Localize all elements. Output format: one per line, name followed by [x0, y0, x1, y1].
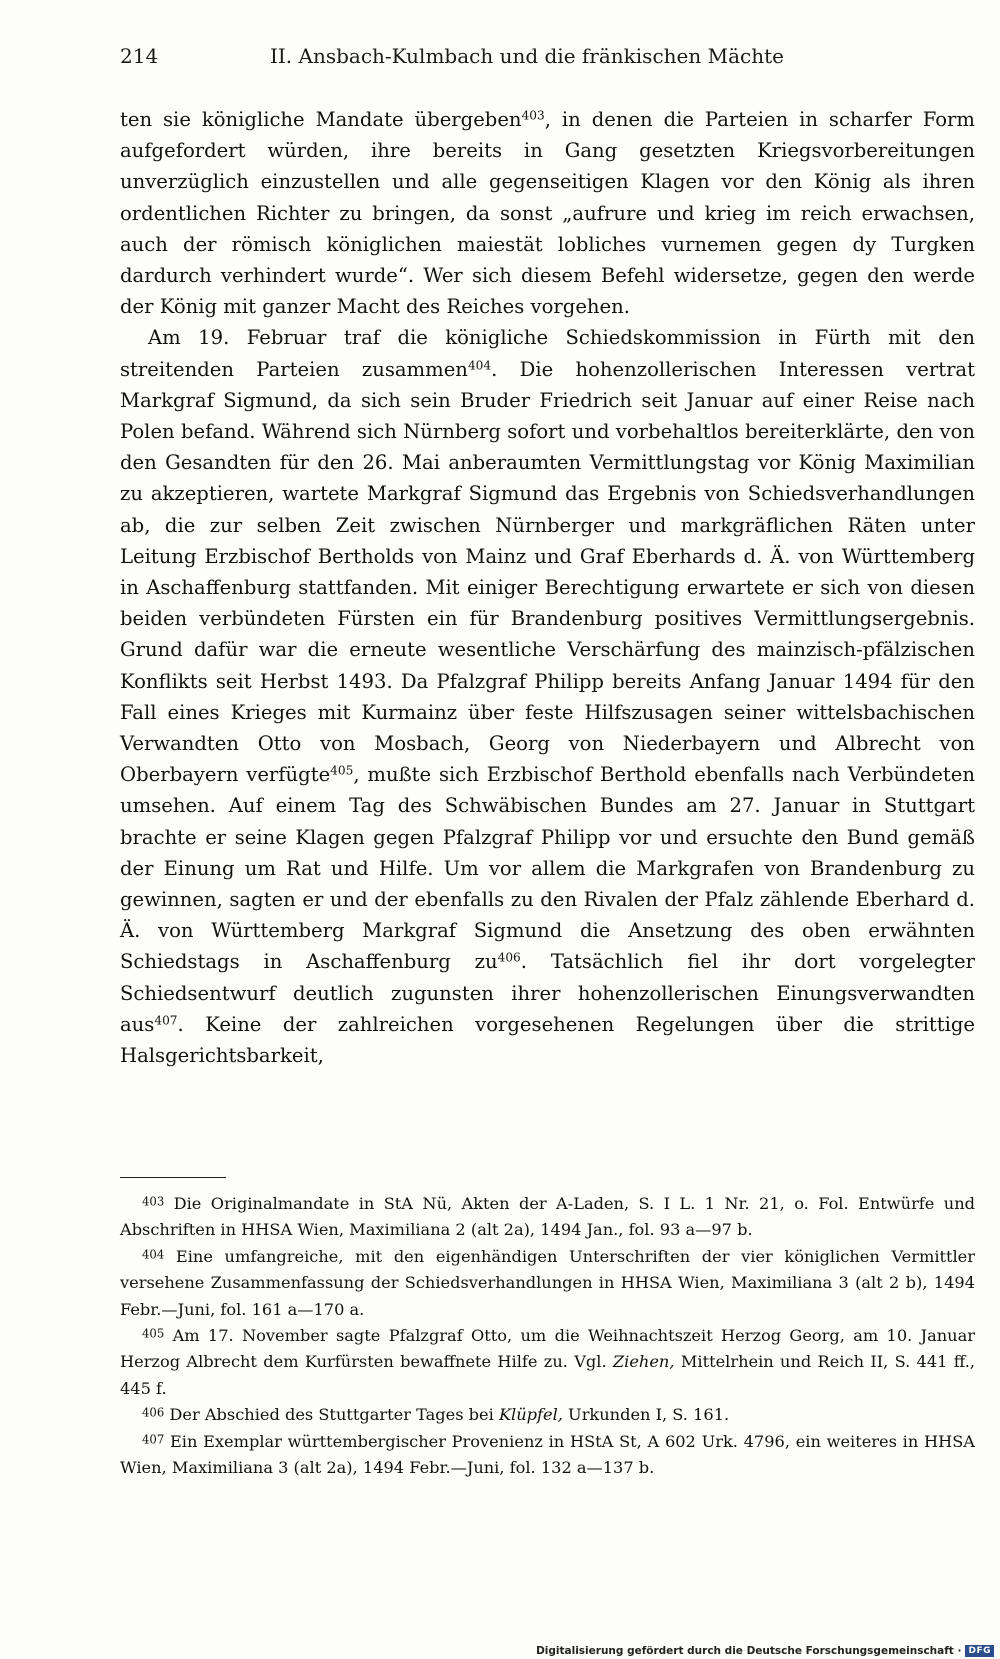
running-title: II. Ansbach-Kulmbach und die fränkischen Mächte: [270, 44, 784, 68]
paragraph-2: Am 19. Februar traf die königliche Schiedskommission in Fürth mit den streitenden Parteien zusammen$^{404}$. Die hohenzollerischen Interessen vertrat Markgraf Sigmund, da sich sein Bruder Friedrich seit Januar auf einer Reise nach Polen befand. Während sich Nürnberg sofort und vorbehaltlos bereiterklärte, den von den Gesandten für den 26. Mai anberaumten Vermittlungstag vor König Maximilian zu akzeptieren, wartete Markgraf Sigmund das Ergebnis von Schiedsverhandlungen ab, die zur selben Zeit zwischen Nürnberger und markgräflichen Räten unter Leitung Erzbischof Bertholds von Mainz und Graf Eberhards d. Ä. von Württemberg in Aschaffenburg stattfanden. Mit einiger Berechtigung erwartete er sich von diesen beiden verbündeten Fürsten ein für Brandenburg positives Vermittlungsergebnis. Grund dafür war die erneute wesentliche Verschärfung des mainzisch-pfälzischen Konflikts seit Herbst 1493. Da Pfalzgraf Philipp bereits Anfang Januar 1494 für den Fall eines Krieges mit Kurmainz über feste Hilfszusagen seiner wittelsbachischen Verwandten Otto von Mosbach, Georg von Niederbayern und Albrecht von Oberbayern verfügte$^{405}$, mußte sich Erzbischof Berthold ebenfalls nach Verbündeten umsehen. Auf einem Tag des Schwäbischen Bundes am 27. Januar in Stuttgart brachte er seine Klagen gegen Pfalzgraf Philipp vor und ersuchte den Bund gemäß der Einung um Rat und Hilfe. Um vor allem die Markgrafen von Brandenburg zu gewinnen, sagten er und der ebenfalls zu den Rivalen der Pfalz zählende Eberhard d. Ä. von Württemberg Markgraf Sigmund die Ansetzung des oben erwähnten Schiedstags in Aschaffenburg $zu^{406}$. Tatsächlich fiel ihr dort vorgelegter Schiedsentwurf deutlich zugunsten ihrer hohenzollerischen Einungsverwandten aus$^{407}$. Keine der zahlreichen vorgesehenen Regelungen über die strittige Halsgerichtsbarkeit,: [120, 326, 976, 1068]
footnote-ref-403[interactable]: 403: [521, 108, 545, 123]
page-number: 214: [120, 44, 159, 68]
footnote-404: $^{404}$ Eine umfangreiche, mit den eigenhändigen Unterschriften der vier königlichen Vermittler versehene Zusammenfassung der Schiedsverhandlungen in HHSA Wien, Maximiliana 3 (alt 2 b), 1494 Febr.—Juni, fol. 161 a—170 a.: [120, 1246, 975, 1319]
paragraph-1: ten sie königliche Mandate übergeben$^{403}$, in denen die Parteien in scharfer Form aufgefordert würden, ihre bereits in Gang gesetzten Kriegsvorbereitungen unverzüglich einzustellen und alle gegenseitigen Klagen vor den König als ihren ordentlichen Richter zu bringen, da sonst „aufrure und krieg im reich erwachsen, auch der römisch königlichen maiestät lobliches vurnemen gegen dy Turgken dardurch verhindert wurde“. Wer sich diesem Befehl widersetze, gegen den werde der König mit ganzer Macht des Reiches vorgehen.: [120, 108, 975, 319]
footnote-separator: [120, 1177, 226, 1178]
dfg-logo: DFG: [965, 1645, 994, 1657]
cited-author: Ziehen,: [612, 1352, 675, 1372]
main-text: [120, 104, 975, 1071]
digitization-credit: [536, 1645, 994, 1657]
footnote-403: $^{403}$ Die Originalmandate in StA Nü, Akten der A-Laden, S. I L. 1 Nr. 21, o. Fol. Entwürfe und Abschriften in HHSA Wien, Maximiliana 2 (alt 2a), 1494 Jan., fol. 93 a—97 b.: [120, 1194, 975, 1240]
footnotes: [120, 1191, 975, 1481]
cited-author: Klüpfel,: [498, 1405, 563, 1425]
footnote-ref-406[interactable]: 406: [497, 950, 521, 965]
footnote-407: $^{407}$ Ein Exemplar württembergischer Provenienz in HStA St, A 602 Urk. 4796, ein weiteres in HHSA Wien, Maximiliana 3 (alt 2a), 1494 Febr.—Juni, fol. 132 a—137 b.: [120, 1431, 975, 1478]
footnote-ref-404[interactable]: 404: [467, 357, 492, 372]
footnote-ref-407[interactable]: 407: [154, 1013, 178, 1028]
footnote-406: $^{406}$ Der Abschied des Stuttgarter Tages bei Klüpfel, Urkunden I, S. 161.: [142, 1405, 730, 1425]
footnote-405: $^{405}$ Am 17. November sagte Pfalzgraf Otto, um die Weihnachtszeit Herzog Georg, am 10. Januar Herzog Albrecht dem Kurfürsten bewaffnete Hilfe zu. Vgl. Ziehen, Mittelrhein und Reich II, S. 441 ff., 445 f.: [120, 1326, 975, 1398]
footnote-ref-405[interactable]: 405: [330, 763, 354, 778]
credit-text: Digitalisierung gefördert durch die Deutsche Forschungsgemeinschaft ·: [536, 1645, 962, 1657]
